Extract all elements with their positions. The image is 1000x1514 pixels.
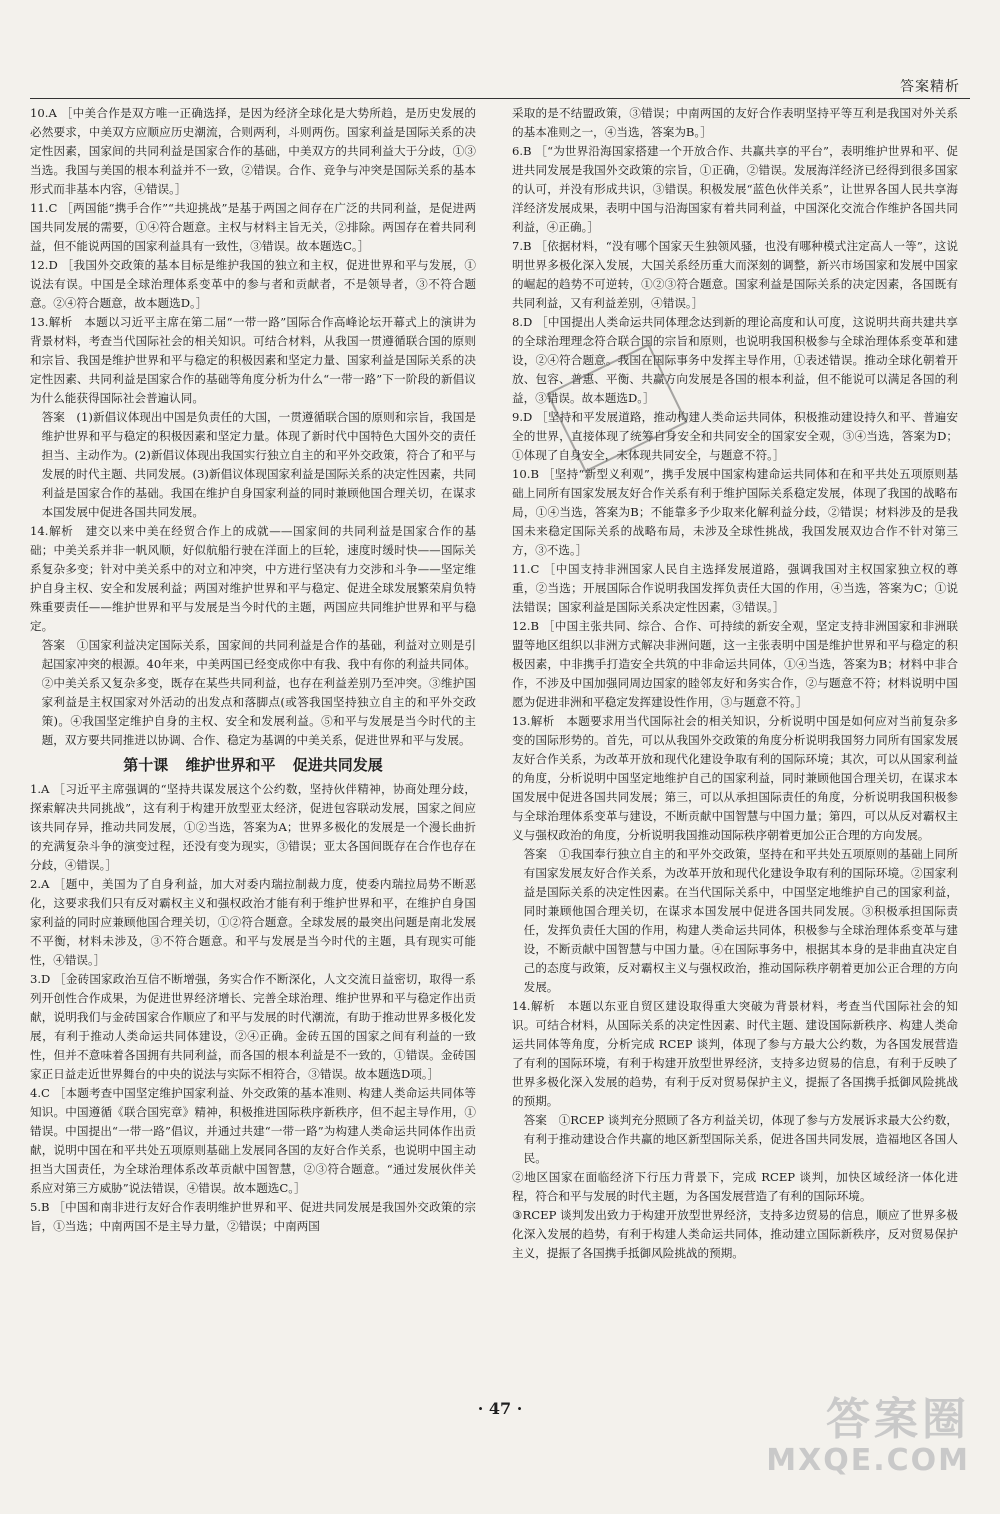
- answer-paragraph: ③RCEP 谈判发出致力于构建开放型世界经济，支持多边贸易的信息，顺应了世界多极化深入发展的趋势，有利于构建人类命运共同体，推动建立国际新秩序，反对贸易保护主义，提振了各国携手抵御风险挑战的预期。: [512, 1208, 958, 1260]
- answer-paragraph: 5.B ［中国和南非进行友好合作表明维护世界和平、促进共同发展是我国外交政策的宗旨，①当选；中南两国不是主导力量，②错误；中南两国: [30, 1200, 476, 1233]
- answer-paragraph: ②地区国家在面临经济下行压力背景下，完成 RCEP 谈判，加快区域经济一体化进程，符合和平与发展的时代主题，为各国发展营造了有利的国际环境。: [512, 1170, 958, 1203]
- answer-paragraph: 7.B ［依据材料，“没有哪个国家天生独领风骚，也没有哪种模式注定高人一等”，这说明世界多极化深入发展，大国关系经历重大而深刻的调整，新兴市场国家和发展中国家的崛起的趋势不可逆转，①②③符合题意。国家利益是国际关系的决定因素，各国既有共同利益，又有利益差别，④错误。］: [512, 239, 958, 310]
- page-number: · 47 ·: [477, 1399, 523, 1418]
- answer-paragraph: 采取的是不结盟政策，③错误；中南两国的友好合作表明坚持平等互利是我国对外关系的基本准则之一，④当选，答案为B。］: [512, 106, 958, 139]
- answer-paragraph: 8.D ［中国提出人类命运共同体理念达到新的理论高度和认可度，这说明共商共建共享的全球治理理念符合联合国的宗旨和原则，也说明我国积极参与全球治理体系变革和建设，②④符合题意。我国在国际事务中发挥主导作用，①表述错误。推动全球化朝着开放、包容、普惠、平衡、共赢方向发展是各国的根本利益，但不能说可以满足各国的利益，③错误。故本题选D。］: [512, 315, 958, 405]
- left-column: [30, 104, 476, 1236]
- answer-paragraph: 1.A ［习近平主席强调的“坚持共谋发展这个公约数，坚持伙伴精神，协商处理分歧，探索解决共同挑战”，这有利于构建开放型亚太经济，促进包容联动发展，国家之间应该共同存异，推动共同发展，①②当选，答案为A；世界多极化的发展是一个漫长曲折的充满复杂斗争的演变过程，还没有变为现实，③错误；亚太各国间既存在合作也存在分歧，④错误。］: [30, 782, 476, 872]
- section-lesson: 第十课: [123, 756, 169, 774]
- answer-paragraph: 6.B ［“为世界沿海国家搭建一个开放合作、共赢共享的平台”，表明维护世界和平、促进共同发展是我国外交政策的宗旨，①正确，②错误。发展海洋经济已经得到很多国家的认可，并没有形成共识，③错误。积极发展“蓝色伙伴关系”，让世界各国人民共享海洋经济发展成果，表明中国与沿海国家有着共同利益，中国深化交流合作维护各国共同利益，④正确。］: [512, 144, 958, 234]
- answer-paragraph: 9.D ［坚持和平发展道路，推动构建人类命运共同体，积极推动建设持久和平、普遍安全的世界，直接体现了统筹自身安全和共同安全的国家安全观，③④当选，答案为D；①体现了自身安全，未体现共同安全，与题意不符。］: [512, 410, 958, 462]
- watermark-url: MXQE.COM: [766, 1443, 970, 1478]
- answer-paragraph: 答案 ①国家利益决定国际关系，国家间的共同利益是合作的基础，利益对立则是引起国家冲突的根源。40年来，中美两国已经变成你中有我、我中有你的利益共同体。②中美关系又复杂多变，既存在某些共同利益，也存在利益差别乃至冲突。③维护国家利益是主权国家对外活动的出发点和落脚点(或答我国坚持独立自主的和平外交政策)。④我国坚定维护自身的主权、安全和发展利益。⑤和平与发展是当今时代的主题，双方要共同推进以协调、合作、稳定为基调的中美关系，促进世界和平与发展。: [41, 638, 476, 747]
- answer-paragraph: 10.B ［坚持“新型义利观”，携手发展中国家构建命运共同体和在和平共处五项原则基础上同所有国家发展友好合作关系有利于维护国际关系稳定发展，体现了我国的战略布局，①④当选，答案为B；不能靠多予少取来化解利益分歧，②错误；材料涉及的是我国未来稳定国际关系的战略布局，未涉及全球性挑战，我国发展双边合作不针对第三方，③不选。］: [512, 467, 958, 557]
- right-column: [512, 104, 958, 1263]
- answer-paragraph: 13.解析 本题以习近平主席在第二届“一带一路”国际合作高峰论坛开幕式上的演讲为背景材料，考查当代国际社会的相关知识。可结合材料，从我国一贯遵循联合国的原则和宗旨、我国是维护世界和平与稳定的积极因素和坚定力量、国家利益是国际关系的决定性因素、共同利益是国家合作的基础等角度分析为什么“一带一路”下一阶段的新倡议为什么能获得国际社会普遍认同。: [30, 315, 476, 405]
- watermark: [766, 1383, 970, 1478]
- answer-paragraph: 答案 ①RCEP 谈判充分照顾了各方利益关切，体现了参与方发展诉求最大公约数，有利于推动建设合作共赢的地区新型国际关系，促进各国共同发展，造福地区各国人民。: [523, 1113, 958, 1165]
- answer-paragraph: 答案 ①我国奉行独立自主的和平外交政策，坚持在和平共处五项原则的基础上同所有国家发展友好合作关系，为改革开放和现代化建设争取有利的国际环境。②国家利益是国际关系的决定性因素。在当代国际关系中，中国坚定地维护自己的国家利益，同时兼顾他国合理关切，在谋求本国发展中促进各国共同发展。③积极承担国际责任，发挥负责任大国的作用，构建人类命运共同体，积极参与全球治理体系变革与建设，不断贡献中国智慧与中国力量。④在国际事务中，根据其本身的是非曲直决定自己的态度与政策，反对霸权主义与强权政治，推动国际秩序朝着更加公正合理的方向发展。: [523, 847, 958, 994]
- answer-paragraph: 13.解析 本题要求用当代国际社会的相关知识，分析说明中国是如何应对当前复杂多变的国际形势的。首先，可以从我国外交政策的角度分析说明我国努力同所有国家发展友好合作关系，为改革开放和现代化建设争取有利的国际环境；其次，可以从国家利益的角度，分析说明中国坚定地维护自己的国家利益，同时兼顾他国合理关切，在谋求本国发展中促进各国共同发展；第三，可以从承担国际责任的角度，分析说明我国积极参与全球治理体系变革与建设，不断贡献中国智慧与中国力量；第四，可以从反对霸权主义与强权政治的角度，分析说明我国推动国际秩序朝着更加公正合理的方向发展。: [512, 714, 958, 842]
- answer-paragraph: 2.A ［题中，美国为了自身利益，加大对委内瑞拉制裁力度，使委内瑞拉局势不断恶化，这要求我们只有反对霸权主义和强权政治才能有利于维护世界和平，在维护自身国家利益的同时应兼顾他国合理关切，①②符合题意。全球发展的最突出问题是南北发展不平衡，材料未涉及，③不符合题意。和平与发展是当今时代的主题，具有现实可能性，④错误。］: [30, 877, 476, 967]
- answer-paragraph: 12.B ［中国主张共同、综合、合作、可持续的新安全观，坚定支持非洲国家和非洲联盟等地区组织以非洲方式解决非洲问题，这一主张表明中国是维护世界和平与稳定的积极因素，中非携手打造安全共筑的中非命运共同体，①④当选，答案为B；材料中非合作，不涉及中国加强同周边国家的睦邻友好和务实合作，②与题意不符；材料说明中国愿为促进非洲和平稳定发挥建设性作用，③与题意不符。］: [512, 619, 958, 709]
- answer-paragraph: 14.解析 本题以东亚自贸区建设取得重大突破为背景材料，考查当代国际社会的知识。可结合材料，从国际关系的决定性因素、时代主题、建设国际新秩序、构建人类命运共同体等角度，分析完成 RCEP 谈判，体现了参与方最大公约数，为各国发展营造了有利的国际环境，有利于构建开放型世界经济，支持多边贸易的信息，有利于反映了世界多极化深入发展的趋势，有利于反对贸易保护主义，提振了各国携手抵御风险挑战的预期。: [512, 999, 958, 1108]
- answer-paragraph: 3.D ［金砖国家政治互信不断增强，务实合作不断深化，人文交流日益密切，取得一系列开创性合作成果，为促进世界经济增长、完善全球治理、维护世界和平与稳定作出贡献，说明我们与金砖国家合作顺应了和平与发展的时代潮流，有助于推动世界多极化发展，有利于推动人类命运共同体建设，②④正确。金砖五国的国家之间有利益的一致性，但并不意味着各国拥有共同利益，而各国的根本利益是不一致的，①错误。金砖国家正日益走近世界舞台的中央的说法与实际不相符合，③错误。故本题选D项。］: [30, 972, 476, 1081]
- answer-paragraph: 10.A ［中美合作是双方唯一正确选择，是因为经济全球化是大势所趋，是历史发展的必然要求，中美双方应顺应历史潮流，合则两利，斗则两伤。国家利益是国际关系的决定性因素，国家间的共同利益是国家合作的基础，中美双方的共同利益大于分歧，①③当选。我国与美国的根本利益并不一致，②错误。合作、竞争与冲突是国际关系的基本形式而非基本内容，④错误。］: [30, 106, 476, 196]
- answer-paragraph: 12.D ［我国外交政策的基本目标是维护我国的独立和主权，促进世界和平与发展，①说法有误。中国是全球治理体系变革中的参与者和贡献者，不是领导者，③不符合题意。②④符合题意，故本题选D。］: [30, 258, 476, 310]
- header-rule: [30, 98, 970, 99]
- header-label: 答案精析: [900, 79, 960, 95]
- section-part1: 维护世界和平: [185, 756, 276, 774]
- answer-paragraph: 11.C ［中国支持非洲国家人民自主选择发展道路，强调我国对主权国家独立权的尊重，②当选；开展国际合作说明我国发挥负责任大国的作用，④当选，答案为C；①说法错误；国家利益是国际关系决定性因素，③错误。］: [512, 562, 958, 614]
- watermark-logo: 答案圈: [826, 1394, 970, 1445]
- answer-paragraph: 4.C ［本题考查中国坚定维护国家利益、外交政策的基本准则、构建人类命运共同体等知识。中国遵循《联合国宪章》精神，积极推进国际秩序新秩序，但不起主导作用，①错误。中国提出“一带一路”倡议，并通过共建“一带一路”为构建人类命运共同体作出贡献，说明中国在和平共处五项原则基础上发展同各国的友好合作关系，也说明中国主动担当大国责任，为全球治理体系改革贡献中国智慧，②③符合题意。“通过发展伙伴关系应对第三方威胁”说法错误，④错误。故本题选C。］: [30, 1086, 476, 1195]
- answer-paragraph: 11.C ［两国能“携手合作”“共迎挑战”是基于两国之间存在广泛的共同利益，是促进两国共同发展的需要，①④符合题意。主权与材料主旨无关，②排除。两国存在着共同利益，但不能说两国的国家利益具有一致性，③错误。故本题选C。］: [30, 201, 476, 253]
- answer-paragraph: 14.解析 建交以来中美在经贸合作上的成就——国家间的共同利益是国家合作的基础；中美关系并非一帆风顺，好似航船行驶在洋面上的巨轮，速度时缓时快——国际关系复杂多变；针对中美关系中的对立和冲突，中方进行坚决有力交涉和斗争——坚定维护自身主权、安全和发展利益；两国对维护世界和平与稳定、促进全球发展繁荣肩负特殊重要责任——维护世界和平与发展是当今时代的主题，两国应共同维护世界和平与稳定。: [30, 524, 476, 633]
- section-title: [30, 752, 476, 778]
- section-part2: 促进共同发展: [292, 756, 383, 774]
- answer-paragraph: 答案 (1)新倡议体现出中国是负责任的大国，一贯遵循联合国的原则和宗旨，我国是维护世界和平与稳定的积极因素和坚定力量。体现了新时代中国特色大国外交的责任担当、主动作为。(2)新倡议体现出我国实行独立自主的和平外交政策，符合了和平与发展的时代主题、共同发展。(3)新倡议体现国家利益是国际关系的决定性因素，共同利益是国家合作的基础。我国在维护自身国家利益的同时兼顾他国合理关切，在谋求本国发展中促进各国共同发展。: [41, 410, 476, 519]
